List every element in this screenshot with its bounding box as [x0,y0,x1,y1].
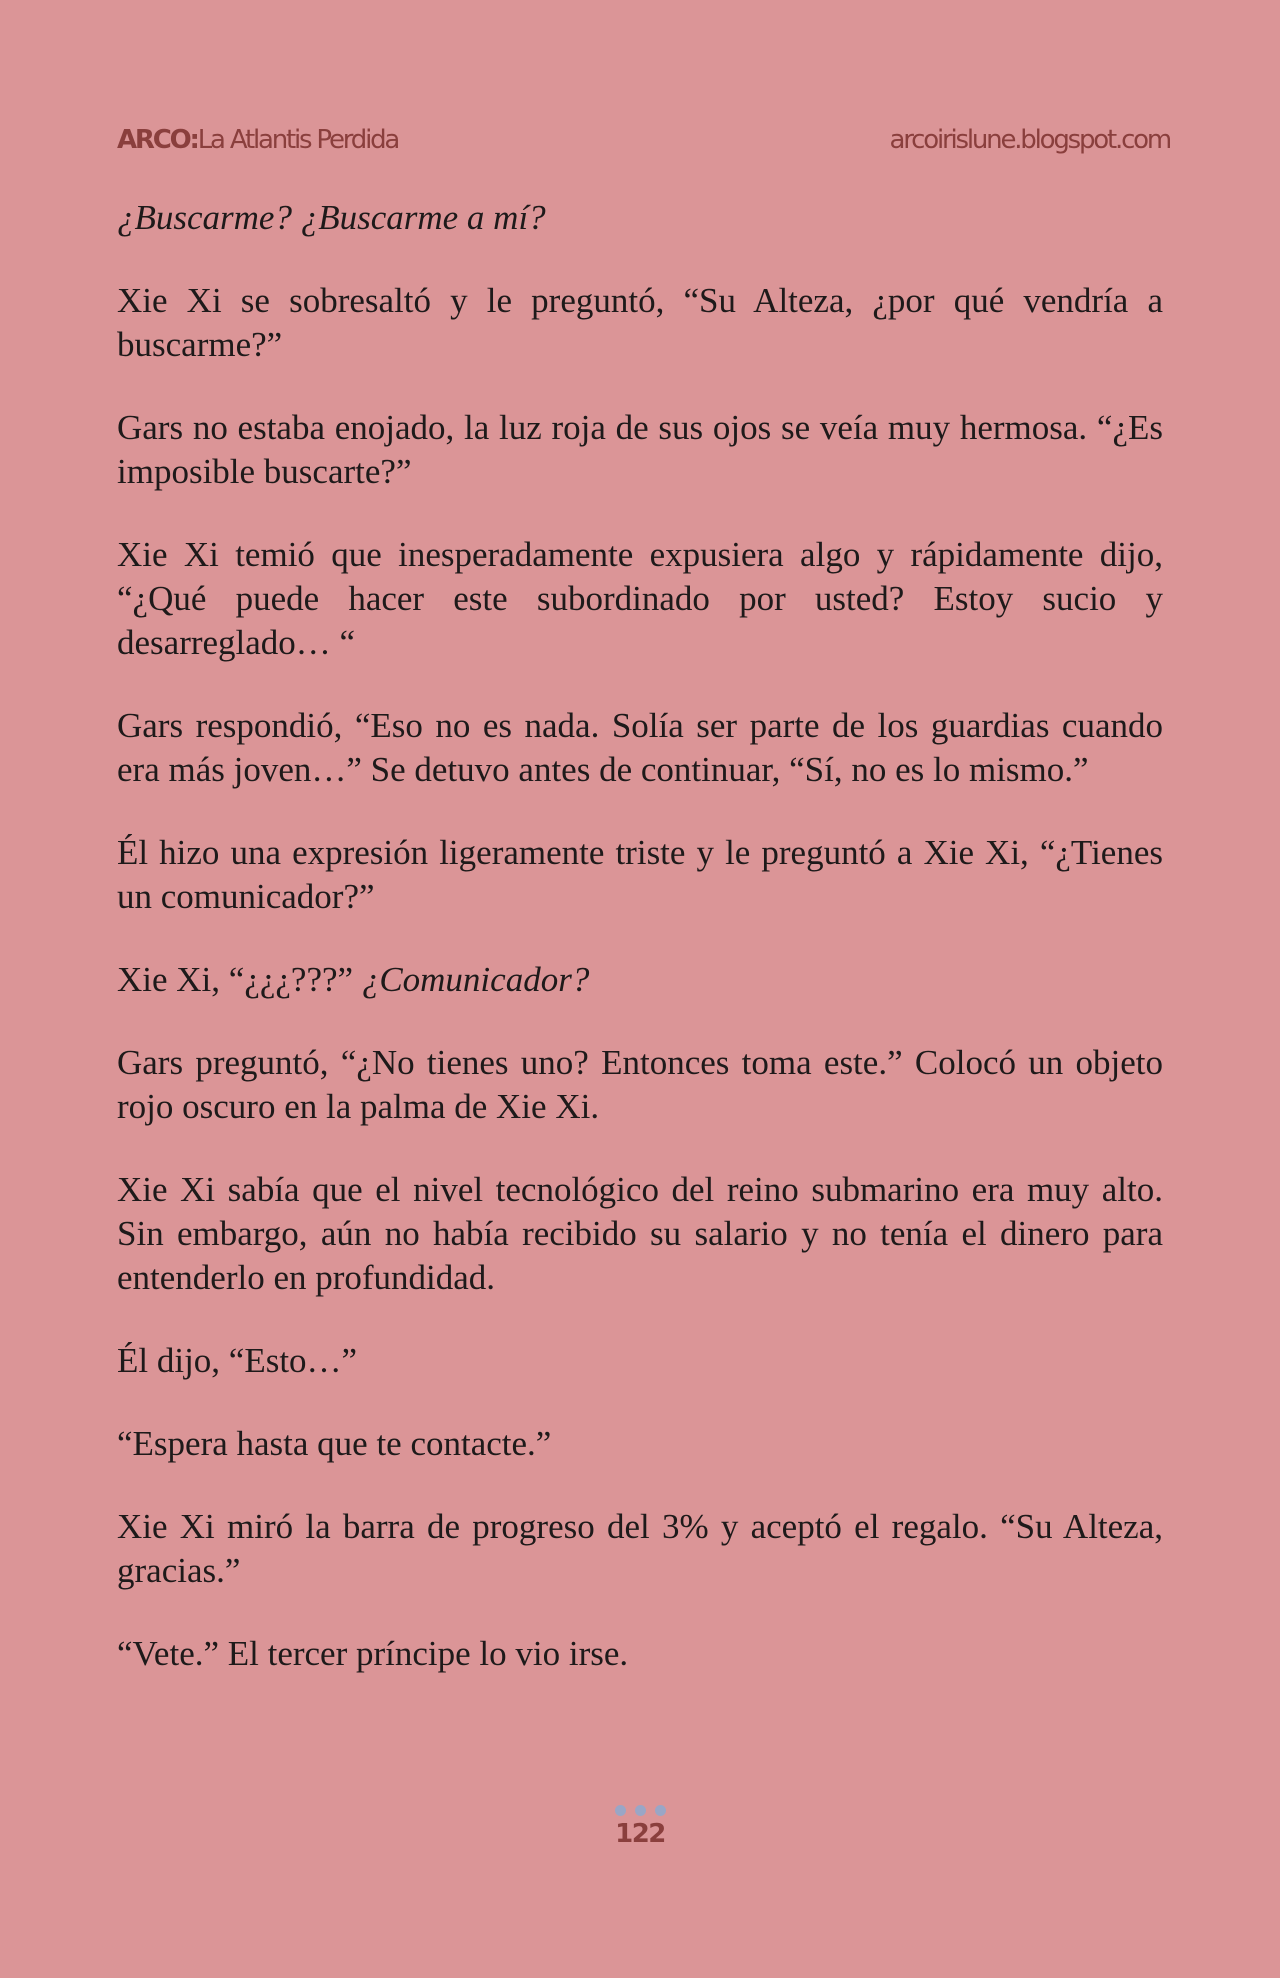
dot-icon [655,1805,666,1816]
dot-icon [635,1805,646,1816]
paragraph-11: “Espera hasta que te contacte.” [117,1424,552,1463]
paragraph-10: Él dijo, “Esto…” [117,1341,358,1380]
paragraph-13: “Vete.” El tercer príncipe lo vio irse. [117,1634,629,1673]
book-code: ARCO: [117,125,198,155]
ornament-dots-icon [0,1803,1280,1817]
site-url: arcoirislune.blogspot.com [889,125,1170,155]
paragraph-7 [117,958,1163,1002]
paragraph-12: Xie Xi miró la barra de progreso del 3% y aceptó el regalo. “Su Alteza, gracias.” [117,1507,1163,1590]
page-body [117,196,1163,1715]
paragraph-6: Él hizo una expresión ligeramente triste y le preguntó a Xie Xi, “¿Tienes un comunicador?” [117,833,1163,916]
page-footer [0,1803,1280,1849]
paragraph-1-italic: ¿Buscarme? ¿Buscarme a mí? [117,198,546,237]
paragraph-7-italic: ¿Comunicador? [361,960,590,999]
paragraph-9: Xie Xi sabía que el nivel tecnológico del reino submarino era muy alto. Sin embargo, aún no había recibido su salario y no tenía el dinero para entenderlo en profundidad. [117,1170,1163,1297]
paragraph-1 [117,196,1163,240]
paragraph-8: Gars preguntó, “¿No tienes uno? Entonces toma este.” Colocó un objeto rojo oscuro en la palma de Xie Xi. [117,1043,1163,1126]
book-title-header [117,125,398,155]
paragraph-2: Xie Xi se sobresaltó y le preguntó, “Su Alteza, ¿por qué vendría a buscarme?” [117,281,1163,364]
paragraph-5: Gars respondió, “Eso no es nada. Solía ser parte de los guardias cuando era más joven…” Se detuvo antes de continuar, “Sí, no es lo mismo.” [117,706,1163,789]
paragraph-3: Gars no estaba enojado, la luz roja de sus ojos se veía muy hermosa. “¿Es imposible buscarte?” [117,408,1163,491]
paragraph-7-text: Xie Xi, “¿¿¿???” [117,960,362,999]
book-title: La Atlantis Perdida [197,125,399,155]
dot-icon [615,1805,626,1816]
page-header [117,120,1170,160]
paragraph-4: Xie Xi temió que inesperadamente expusiera algo y rápidamente dijo, “¿Qué puede hacer este subordinado por usted? Estoy sucio y desarreglado… “ [117,535,1163,662]
page-number: 122 [615,1819,665,1849]
